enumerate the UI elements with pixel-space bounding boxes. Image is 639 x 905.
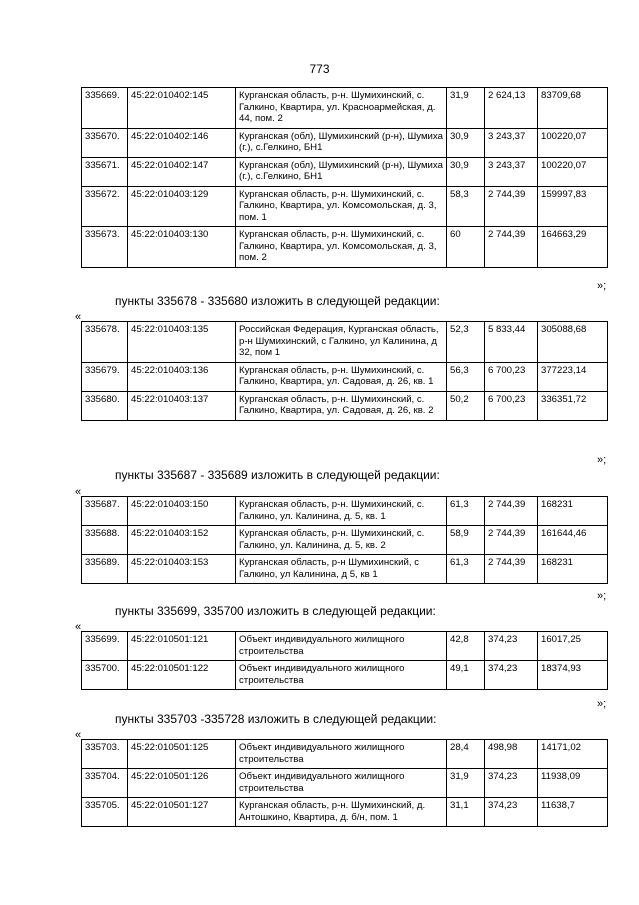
- table-row: [82, 769, 608, 798]
- row-number-cell: 335670.: [82, 128, 128, 157]
- amendment-instruction: пункты 335703 -335728 изложить в следующей редакции:: [115, 712, 437, 726]
- address-cell: Объект индивидуального жилищного строительства: [236, 740, 447, 769]
- row-number-cell: 335672.: [82, 186, 128, 227]
- cadastral-number-cell: 45:22:010501:127: [128, 798, 236, 827]
- cadastral-number-cell: 45:22:010402:145: [128, 88, 236, 129]
- cadastral-value-cell: 159997,83: [538, 186, 608, 227]
- opening-quote: «: [75, 311, 82, 323]
- cadastral-value-cell: 18374,93: [538, 661, 608, 690]
- table-row: [82, 632, 608, 661]
- area-cell: 60: [447, 227, 485, 268]
- table-row: [82, 740, 608, 769]
- address-cell: Российская Федерация, Курганская область, р-н Шумихинский, с Галкино, ул Калинина, д 32, пом 1: [236, 322, 447, 363]
- cadastral-value-cell: 168231: [538, 555, 608, 584]
- specific-value-cell: 6 700,23: [485, 391, 538, 420]
- cadastral-value-cell: 161644,46: [538, 526, 608, 555]
- cadastre-table: [81, 321, 608, 421]
- area-cell: 31,1: [447, 798, 485, 827]
- cadastral-value-cell: 14171,02: [538, 740, 608, 769]
- specific-value-cell: 6 700,23: [485, 362, 538, 391]
- area-cell: 49,1: [447, 661, 485, 690]
- specific-value-cell: 5 833,44: [485, 322, 538, 363]
- row-number-cell: 335687.: [82, 497, 128, 526]
- table-row: [82, 526, 608, 555]
- address-cell: Курганская область, р-н. Шумихинский, с. Галкино, Квартира, ул. Садовая, д. 26, кв. 2: [236, 391, 447, 420]
- address-cell: Объект индивидуального жилищного строительства: [236, 769, 447, 798]
- amendment-instruction: пункты 335687 - 335689 изложить в следующей редакции:: [115, 468, 440, 482]
- table-row: [82, 186, 608, 227]
- address-cell: Курганская область, р-н. Шумихинский, с. Галкино, ул. Калинина, д. 5, кв. 2: [236, 526, 447, 555]
- cadastral-number-cell: 45:22:010403:150: [128, 497, 236, 526]
- address-cell: Объект индивидуального жилищного строительства: [236, 632, 447, 661]
- row-number-cell: 335703.: [82, 740, 128, 769]
- cadastral-value-cell: 11938,09: [538, 769, 608, 798]
- area-cell: 52,3: [447, 322, 485, 363]
- row-number-cell: 335688.: [82, 526, 128, 555]
- cadastral-number-cell: 45:22:010403:135: [128, 322, 236, 363]
- cadastral-value-cell: 11638,7: [538, 798, 608, 827]
- cadastral-number-cell: 45:22:010403:129: [128, 186, 236, 227]
- cadastral-number-cell: 45:22:010403:152: [128, 526, 236, 555]
- opening-quote: «: [75, 486, 82, 498]
- closing-quote: »;: [597, 590, 607, 602]
- specific-value-cell: 2 744,39: [485, 555, 538, 584]
- cadastral-value-cell: 16017,25: [538, 632, 608, 661]
- area-cell: 61,3: [447, 497, 485, 526]
- address-cell: Курганская область, р-н. Шумихинский, с. Галкино, ул. Калинина, д. 5, кв. 1: [236, 497, 447, 526]
- opening-quote: «: [75, 729, 82, 741]
- amendment-instruction: пункты 335678 - 335680 изложить в следующей редакции:: [115, 294, 440, 308]
- specific-value-cell: 374,23: [485, 632, 538, 661]
- cadastre-table: [81, 631, 608, 690]
- cadastral-value-cell: 100220,07: [538, 128, 608, 157]
- row-number-cell: 335671.: [82, 157, 128, 186]
- area-cell: 42,8: [447, 632, 485, 661]
- specific-value-cell: 374,23: [485, 769, 538, 798]
- area-cell: 31,9: [447, 88, 485, 129]
- address-cell: Курганская область, р-н. Шумихинский, с. Галкино, Квартира, ул. Красноармейская, д. 44, пом. 2: [236, 88, 447, 129]
- row-number-cell: 335678.: [82, 322, 128, 363]
- cadastre-table: [81, 496, 608, 584]
- cadastral-number-cell: 45:22:010501:125: [128, 740, 236, 769]
- cadastral-value-cell: 377223,14: [538, 362, 608, 391]
- area-cell: 58,3: [447, 186, 485, 227]
- address-cell: Курганская область, р-н. Шумихинский, д. Антошкино, Квартира, д. б/н, пом. 1: [236, 798, 447, 827]
- table-row: [82, 128, 608, 157]
- specific-value-cell: 374,23: [485, 798, 538, 827]
- cadastral-number-cell: 45:22:010501:121: [128, 632, 236, 661]
- row-number-cell: 335673.: [82, 227, 128, 268]
- cadastral-value-cell: 83709,68: [538, 88, 608, 129]
- row-number-cell: 335679.: [82, 362, 128, 391]
- table-row: [82, 157, 608, 186]
- cadastral-number-cell: 45:22:010403:136: [128, 362, 236, 391]
- specific-value-cell: 3 243,37: [485, 128, 538, 157]
- opening-quote: «: [75, 621, 82, 633]
- table-row: [82, 227, 608, 268]
- table-row: [82, 497, 608, 526]
- row-number-cell: 335699.: [82, 632, 128, 661]
- address-cell: Курганская область, р-н. Шумихинский, с. Галкино, Квартира, ул. Комсомольская, д. 3, пом. 2: [236, 227, 447, 268]
- row-number-cell: 335705.: [82, 798, 128, 827]
- specific-value-cell: 374,23: [485, 661, 538, 690]
- cadastral-number-cell: 45:22:010403:137: [128, 391, 236, 420]
- cadastral-number-cell: 45:22:010501:122: [128, 661, 236, 690]
- cadastral-number-cell: 45:22:010403:130: [128, 227, 236, 268]
- closing-quote: »;: [597, 280, 607, 292]
- specific-value-cell: 2 744,39: [485, 186, 538, 227]
- closing-quote: »;: [597, 698, 607, 710]
- area-cell: 61,3: [447, 555, 485, 584]
- address-cell: Курганская область, р-н Шумихинский, с Галкино, ул Калинина, д 5, кв 1: [236, 555, 447, 584]
- closing-quote: »;: [597, 454, 607, 466]
- row-number-cell: 335680.: [82, 391, 128, 420]
- specific-value-cell: 3 243,37: [485, 157, 538, 186]
- cadastral-value-cell: 305088,68: [538, 322, 608, 363]
- specific-value-cell: 2 744,39: [485, 227, 538, 268]
- specific-value-cell: 2 744,39: [485, 526, 538, 555]
- area-cell: 30,9: [447, 157, 485, 186]
- table-row: [82, 362, 608, 391]
- table-row: [82, 555, 608, 584]
- table-row: [82, 322, 608, 363]
- row-number-cell: 335700.: [82, 661, 128, 690]
- cadastral-value-cell: 100220,07: [538, 157, 608, 186]
- area-cell: 28,4: [447, 740, 485, 769]
- specific-value-cell: 498,98: [485, 740, 538, 769]
- table-row: [82, 661, 608, 690]
- address-cell: Курганская область, р-н. Шумихинский, с. Галкино, Квартира, ул. Садовая, д. 26, кв. 1: [236, 362, 447, 391]
- address-cell: Объект индивидуального жилищного строительства: [236, 661, 447, 690]
- table-row: [82, 88, 608, 129]
- cadastral-value-cell: 164663,29: [538, 227, 608, 268]
- row-number-cell: 335704.: [82, 769, 128, 798]
- area-cell: 50,2: [447, 391, 485, 420]
- cadastre-table: [81, 739, 608, 827]
- address-cell: Курганская (обл), Шумихинский (р-н), Шумиха (г.), с.Гелкино, БН1: [236, 128, 447, 157]
- row-number-cell: 335669.: [82, 88, 128, 129]
- table-row: [82, 391, 608, 420]
- cadastral-value-cell: 336351,72: [538, 391, 608, 420]
- address-cell: Курганская область, р-н. Шумихинский, с. Галкино, Квартира, ул. Комсомольская, д. 3, пом. 1: [236, 186, 447, 227]
- table-row: [82, 798, 608, 827]
- cadastral-number-cell: 45:22:010501:126: [128, 769, 236, 798]
- cadastral-value-cell: 168231: [538, 497, 608, 526]
- specific-value-cell: 2 624,13: [485, 88, 538, 129]
- cadastral-number-cell: 45:22:010402:147: [128, 157, 236, 186]
- specific-value-cell: 2 744,39: [485, 497, 538, 526]
- area-cell: 58,9: [447, 526, 485, 555]
- cadastral-number-cell: 45:22:010403:153: [128, 555, 236, 584]
- page-number: 773: [309, 62, 330, 76]
- area-cell: 31,9: [447, 769, 485, 798]
- row-number-cell: 335689.: [82, 555, 128, 584]
- cadastre-table: [81, 87, 608, 268]
- address-cell: Курганская (обл), Шумихинский (р-н), Шумиха (г.), с.Гелкино, БН1: [236, 157, 447, 186]
- area-cell: 30,9: [447, 128, 485, 157]
- cadastral-number-cell: 45:22:010402:146: [128, 128, 236, 157]
- area-cell: 56,3: [447, 362, 485, 391]
- amendment-instruction: пункты 335699, 335700 изложить в следующей редакции:: [115, 604, 436, 618]
